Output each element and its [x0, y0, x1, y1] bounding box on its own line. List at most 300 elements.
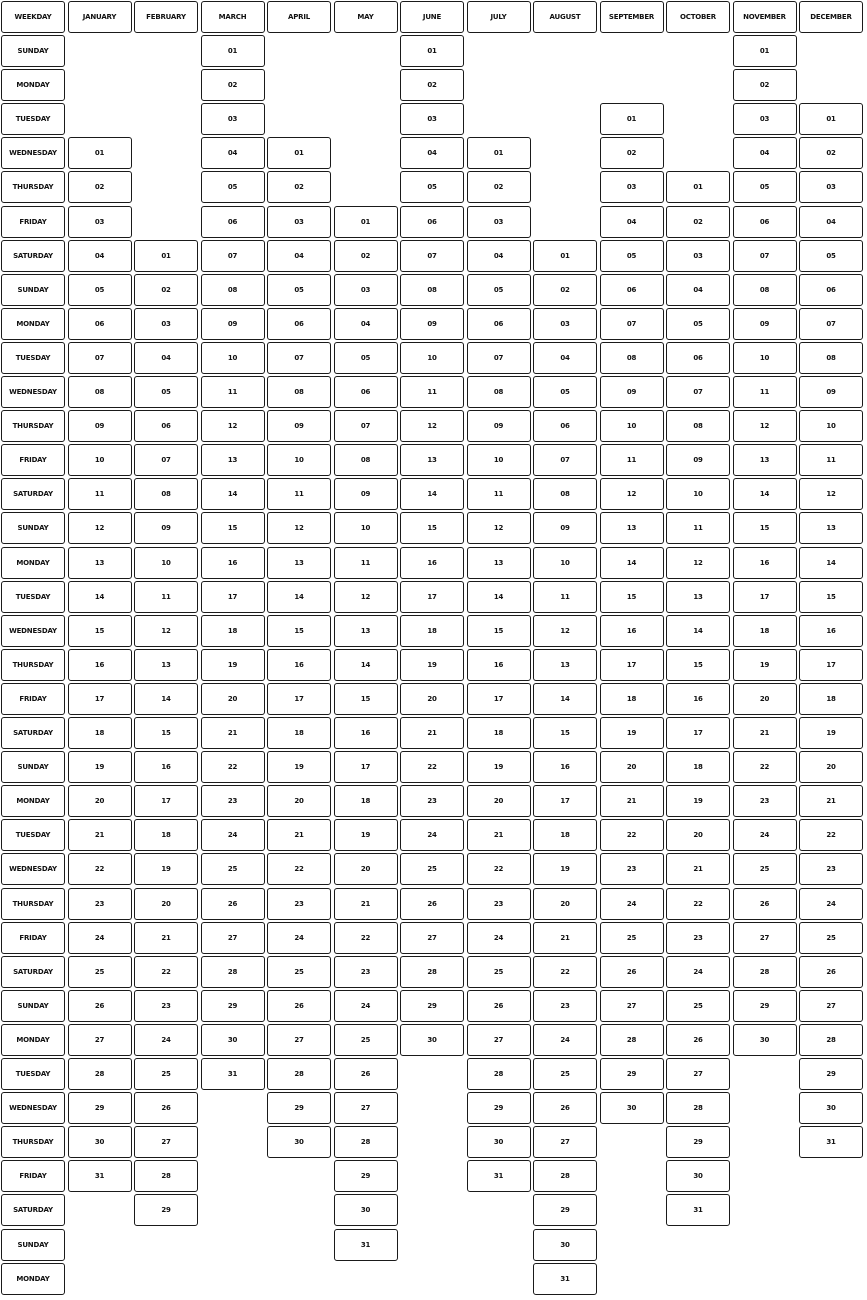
day-cell: 14: [134, 683, 198, 715]
day-cell: 26: [267, 990, 331, 1022]
day-cell: 22: [733, 751, 797, 783]
day-cell: 19: [467, 751, 531, 783]
day-cell: 11: [400, 376, 464, 408]
day-cell: 07: [400, 240, 464, 272]
day-cell: 18: [334, 785, 398, 817]
day-cell: 28: [666, 1092, 730, 1124]
day-cell: 30: [733, 1024, 797, 1056]
day-cell: 01: [799, 103, 863, 135]
day-cell: 26: [334, 1058, 398, 1090]
day-cell: 11: [533, 581, 597, 613]
day-cell: 09: [201, 308, 265, 340]
day-cell: 06: [600, 274, 664, 306]
day-cell: 26: [68, 990, 132, 1022]
day-cell: 02: [201, 69, 265, 101]
day-cell: 06: [267, 308, 331, 340]
weekday-label: SATURDAY: [1, 956, 65, 988]
day-cell: 27: [467, 1024, 531, 1056]
day-cell: 08: [201, 274, 265, 306]
day-cell: 14: [334, 649, 398, 681]
day-cell: 23: [666, 922, 730, 954]
day-cell: 19: [600, 717, 664, 749]
weekday-label: SATURDAY: [1, 240, 65, 272]
day-cell: 17: [400, 581, 464, 613]
day-cell: 27: [134, 1126, 198, 1158]
day-cell: 13: [400, 444, 464, 476]
day-cell: 27: [68, 1024, 132, 1056]
day-cell: 22: [68, 853, 132, 885]
day-cell: 09: [733, 308, 797, 340]
day-cell: 12: [267, 512, 331, 544]
day-cell: 22: [533, 956, 597, 988]
day-cell: 09: [533, 512, 597, 544]
day-cell: 21: [201, 717, 265, 749]
day-cell: 13: [733, 444, 797, 476]
day-cell: 19: [733, 649, 797, 681]
day-cell: 28: [600, 1024, 664, 1056]
day-cell: 02: [666, 206, 730, 238]
day-cell: 01: [467, 137, 531, 169]
weekday-label: SUNDAY: [1, 512, 65, 544]
day-cell: 08: [334, 444, 398, 476]
day-cell: 10: [533, 547, 597, 579]
day-cell: 26: [467, 990, 531, 1022]
month-header-august: AUGUST: [533, 1, 597, 33]
day-cell: 03: [666, 240, 730, 272]
day-cell: 21: [334, 888, 398, 920]
day-cell: 26: [600, 956, 664, 988]
day-cell: 09: [666, 444, 730, 476]
day-cell: 26: [533, 1092, 597, 1124]
day-cell: 27: [267, 1024, 331, 1056]
day-cell: 25: [467, 956, 531, 988]
day-cell: 23: [533, 990, 597, 1022]
day-cell: 04: [267, 240, 331, 272]
day-cell: 01: [400, 35, 464, 67]
day-cell: 12: [799, 478, 863, 510]
day-cell: 01: [733, 35, 797, 67]
day-cell: 24: [666, 956, 730, 988]
day-cell: 02: [467, 171, 531, 203]
day-cell: 11: [666, 512, 730, 544]
day-cell: 21: [733, 717, 797, 749]
day-cell: 07: [267, 342, 331, 374]
day-cell: 12: [467, 512, 531, 544]
day-cell: 17: [467, 683, 531, 715]
day-cell: 02: [334, 240, 398, 272]
weekday-label: FRIDAY: [1, 206, 65, 238]
day-cell: 02: [799, 137, 863, 169]
day-cell: 16: [400, 547, 464, 579]
day-cell: 24: [334, 990, 398, 1022]
weekday-label: FRIDAY: [1, 683, 65, 715]
day-cell: 18: [533, 819, 597, 851]
day-cell: 11: [68, 478, 132, 510]
day-cell: 30: [799, 1092, 863, 1124]
day-cell: 25: [799, 922, 863, 954]
day-cell: 25: [201, 853, 265, 885]
day-cell: 28: [201, 956, 265, 988]
weekday-label: SATURDAY: [1, 717, 65, 749]
day-cell: 02: [600, 137, 664, 169]
weekday-label: WEDNESDAY: [1, 137, 65, 169]
day-cell: 01: [68, 137, 132, 169]
day-cell: 20: [267, 785, 331, 817]
day-cell: 03: [334, 274, 398, 306]
day-cell: 10: [733, 342, 797, 374]
day-cell: 16: [201, 547, 265, 579]
day-cell: 10: [400, 342, 464, 374]
day-cell: 07: [533, 444, 597, 476]
day-cell: 23: [799, 853, 863, 885]
weekday-label: MONDAY: [1, 69, 65, 101]
weekday-label: MONDAY: [1, 785, 65, 817]
weekday-label: SUNDAY: [1, 35, 65, 67]
weekday-label: SATURDAY: [1, 478, 65, 510]
day-cell: 22: [334, 922, 398, 954]
month-header-november: NOVEMBER: [733, 1, 797, 33]
day-cell: 04: [799, 206, 863, 238]
day-cell: 17: [600, 649, 664, 681]
day-cell: 28: [733, 956, 797, 988]
day-cell: 29: [733, 990, 797, 1022]
day-cell: 07: [799, 308, 863, 340]
day-cell: 18: [68, 717, 132, 749]
day-cell: 06: [799, 274, 863, 306]
day-cell: 28: [533, 1160, 597, 1192]
day-cell: 10: [267, 444, 331, 476]
day-cell: 10: [600, 410, 664, 442]
day-cell: 23: [334, 956, 398, 988]
day-cell: 16: [334, 717, 398, 749]
day-cell: 29: [467, 1092, 531, 1124]
weekday-label: MONDAY: [1, 1024, 65, 1056]
day-cell: 27: [600, 990, 664, 1022]
day-cell: 16: [600, 615, 664, 647]
day-cell: 28: [400, 956, 464, 988]
day-cell: 30: [400, 1024, 464, 1056]
day-cell: 10: [134, 547, 198, 579]
day-cell: 10: [467, 444, 531, 476]
weekday-label: WEDNESDAY: [1, 376, 65, 408]
day-cell: 03: [201, 103, 265, 135]
day-cell: 28: [68, 1058, 132, 1090]
day-cell: 11: [267, 478, 331, 510]
day-cell: 13: [334, 615, 398, 647]
day-cell: 18: [600, 683, 664, 715]
day-cell: 27: [666, 1058, 730, 1090]
day-cell: 18: [666, 751, 730, 783]
day-cell: 15: [600, 581, 664, 613]
day-cell: 17: [334, 751, 398, 783]
day-cell: 08: [68, 376, 132, 408]
day-cell: 21: [467, 819, 531, 851]
weekday-label: FRIDAY: [1, 444, 65, 476]
day-cell: 16: [733, 547, 797, 579]
day-cell: 29: [334, 1160, 398, 1192]
day-cell: 21: [799, 785, 863, 817]
day-cell: 30: [666, 1160, 730, 1192]
day-cell: 18: [467, 717, 531, 749]
day-cell: 16: [799, 615, 863, 647]
day-cell: 09: [600, 376, 664, 408]
day-cell: 05: [267, 274, 331, 306]
day-cell: 03: [467, 206, 531, 238]
day-cell: 17: [799, 649, 863, 681]
day-cell: 19: [799, 717, 863, 749]
day-cell: 20: [134, 888, 198, 920]
weekday-label: SATURDAY: [1, 1194, 65, 1226]
day-cell: 13: [533, 649, 597, 681]
day-cell: 16: [533, 751, 597, 783]
day-cell: 12: [533, 615, 597, 647]
day-cell: 21: [400, 717, 464, 749]
day-cell: 23: [68, 888, 132, 920]
day-cell: 01: [533, 240, 597, 272]
day-cell: 31: [666, 1194, 730, 1226]
day-cell: 01: [334, 206, 398, 238]
day-cell: 17: [134, 785, 198, 817]
day-cell: 05: [400, 171, 464, 203]
day-cell: 23: [267, 888, 331, 920]
day-cell: 18: [134, 819, 198, 851]
day-cell: 08: [666, 410, 730, 442]
day-cell: 24: [467, 922, 531, 954]
day-cell: 08: [400, 274, 464, 306]
day-cell: 17: [201, 581, 265, 613]
day-cell: 24: [600, 888, 664, 920]
day-cell: 25: [334, 1024, 398, 1056]
day-cell: 04: [733, 137, 797, 169]
day-cell: 31: [799, 1126, 863, 1158]
day-cell: 19: [267, 751, 331, 783]
day-cell: 15: [533, 717, 597, 749]
day-cell: 19: [334, 819, 398, 851]
weekday-label: TUESDAY: [1, 819, 65, 851]
day-cell: 12: [134, 615, 198, 647]
day-cell: 05: [334, 342, 398, 374]
day-cell: 05: [134, 376, 198, 408]
day-cell: 26: [733, 888, 797, 920]
day-cell: 17: [533, 785, 597, 817]
day-cell: 23: [400, 785, 464, 817]
weekday-label: THURSDAY: [1, 888, 65, 920]
day-cell: 29: [201, 990, 265, 1022]
day-cell: 26: [799, 956, 863, 988]
day-cell: 10: [201, 342, 265, 374]
day-cell: 15: [134, 717, 198, 749]
day-cell: 02: [400, 69, 464, 101]
day-cell: 08: [134, 478, 198, 510]
day-cell: 19: [400, 649, 464, 681]
day-cell: 05: [533, 376, 597, 408]
day-cell: 22: [400, 751, 464, 783]
day-cell: 06: [334, 376, 398, 408]
month-header-june: JUNE: [400, 1, 464, 33]
day-cell: 18: [267, 717, 331, 749]
day-cell: 02: [134, 274, 198, 306]
day-cell: 24: [799, 888, 863, 920]
day-cell: 19: [68, 751, 132, 783]
day-cell: 01: [666, 171, 730, 203]
day-cell: 12: [733, 410, 797, 442]
day-cell: 16: [467, 649, 531, 681]
day-cell: 14: [666, 615, 730, 647]
day-cell: 13: [134, 649, 198, 681]
weekday-label: WEDNESDAY: [1, 853, 65, 885]
day-cell: 12: [334, 581, 398, 613]
day-cell: 15: [267, 615, 331, 647]
day-cell: 21: [600, 785, 664, 817]
day-cell: 21: [68, 819, 132, 851]
day-cell: 08: [600, 342, 664, 374]
weekday-label: SUNDAY: [1, 1229, 65, 1261]
day-cell: 20: [68, 785, 132, 817]
day-cell: 30: [201, 1024, 265, 1056]
day-cell: 29: [799, 1058, 863, 1090]
day-cell: 19: [533, 853, 597, 885]
weekday-label: FRIDAY: [1, 1160, 65, 1192]
day-cell: 20: [201, 683, 265, 715]
day-cell: 01: [201, 35, 265, 67]
day-cell: 09: [467, 410, 531, 442]
day-cell: 15: [68, 615, 132, 647]
day-cell: 12: [666, 547, 730, 579]
weekday-label: WEDNESDAY: [1, 615, 65, 647]
day-cell: 21: [666, 853, 730, 885]
day-cell: 03: [400, 103, 464, 135]
day-cell: 23: [467, 888, 531, 920]
day-cell: 15: [334, 683, 398, 715]
day-cell: 05: [201, 171, 265, 203]
day-cell: 07: [666, 376, 730, 408]
day-cell: 04: [334, 308, 398, 340]
day-cell: 26: [666, 1024, 730, 1056]
day-cell: 03: [600, 171, 664, 203]
day-cell: 25: [134, 1058, 198, 1090]
day-cell: 30: [600, 1092, 664, 1124]
day-cell: 28: [267, 1058, 331, 1090]
day-cell: 01: [600, 103, 664, 135]
day-cell: 11: [334, 547, 398, 579]
day-cell: 15: [467, 615, 531, 647]
weekday-header: WEEKDAY: [1, 1, 65, 33]
day-cell: 10: [666, 478, 730, 510]
day-cell: 24: [733, 819, 797, 851]
day-cell: 23: [600, 853, 664, 885]
day-cell: 28: [799, 1024, 863, 1056]
day-cell: 25: [666, 990, 730, 1022]
day-cell: 05: [68, 274, 132, 306]
month-header-december: DECEMBER: [799, 1, 863, 33]
day-cell: 05: [733, 171, 797, 203]
day-cell: 17: [267, 683, 331, 715]
day-cell: 18: [400, 615, 464, 647]
day-cell: 03: [733, 103, 797, 135]
day-cell: 25: [533, 1058, 597, 1090]
day-cell: 31: [533, 1263, 597, 1295]
day-cell: 28: [334, 1126, 398, 1158]
day-cell: 13: [666, 581, 730, 613]
day-cell: 25: [68, 956, 132, 988]
day-cell: 12: [600, 478, 664, 510]
weekday-label: TUESDAY: [1, 581, 65, 613]
weekday-label: SUNDAY: [1, 990, 65, 1022]
day-cell: 04: [600, 206, 664, 238]
day-cell: 19: [134, 853, 198, 885]
day-cell: 14: [533, 683, 597, 715]
day-cell: 10: [68, 444, 132, 476]
day-cell: 22: [134, 956, 198, 988]
day-cell: 14: [600, 547, 664, 579]
day-cell: 02: [533, 274, 597, 306]
day-cell: 18: [201, 615, 265, 647]
day-cell: 05: [799, 240, 863, 272]
day-cell: 07: [733, 240, 797, 272]
month-header-february: FEBRUARY: [134, 1, 198, 33]
day-cell: 26: [134, 1092, 198, 1124]
day-cell: 27: [334, 1092, 398, 1124]
day-cell: 01: [134, 240, 198, 272]
day-cell: 27: [799, 990, 863, 1022]
day-cell: 16: [666, 683, 730, 715]
day-cell: 08: [267, 376, 331, 408]
day-cell: 03: [267, 206, 331, 238]
day-cell: 09: [267, 410, 331, 442]
weekday-label: MONDAY: [1, 308, 65, 340]
day-cell: 11: [134, 581, 198, 613]
day-cell: 05: [666, 308, 730, 340]
day-cell: 04: [68, 240, 132, 272]
day-cell: 15: [666, 649, 730, 681]
day-cell: 14: [733, 478, 797, 510]
day-cell: 13: [600, 512, 664, 544]
day-cell: 04: [201, 137, 265, 169]
day-cell: 11: [201, 376, 265, 408]
day-cell: 07: [201, 240, 265, 272]
day-cell: 24: [533, 1024, 597, 1056]
day-cell: 25: [267, 956, 331, 988]
day-cell: 20: [334, 853, 398, 885]
day-cell: 03: [134, 308, 198, 340]
day-cell: 22: [201, 751, 265, 783]
weekday-label: THURSDAY: [1, 171, 65, 203]
day-cell: 17: [68, 683, 132, 715]
weekday-label: FRIDAY: [1, 922, 65, 954]
day-cell: 29: [400, 990, 464, 1022]
day-cell: 27: [733, 922, 797, 954]
day-cell: 09: [334, 478, 398, 510]
day-cell: 29: [533, 1194, 597, 1226]
weekday-label: THURSDAY: [1, 649, 65, 681]
day-cell: 30: [334, 1194, 398, 1226]
day-cell: 24: [201, 819, 265, 851]
day-cell: 04: [467, 240, 531, 272]
day-cell: 07: [134, 444, 198, 476]
day-cell: 31: [467, 1160, 531, 1192]
day-cell: 17: [666, 717, 730, 749]
day-cell: 09: [134, 512, 198, 544]
day-cell: 20: [400, 683, 464, 715]
day-cell: 20: [666, 819, 730, 851]
day-cell: 16: [267, 649, 331, 681]
day-cell: 18: [733, 615, 797, 647]
weekday-label: SUNDAY: [1, 274, 65, 306]
day-cell: 12: [68, 512, 132, 544]
day-cell: 06: [400, 206, 464, 238]
day-cell: 09: [68, 410, 132, 442]
day-cell: 29: [68, 1092, 132, 1124]
